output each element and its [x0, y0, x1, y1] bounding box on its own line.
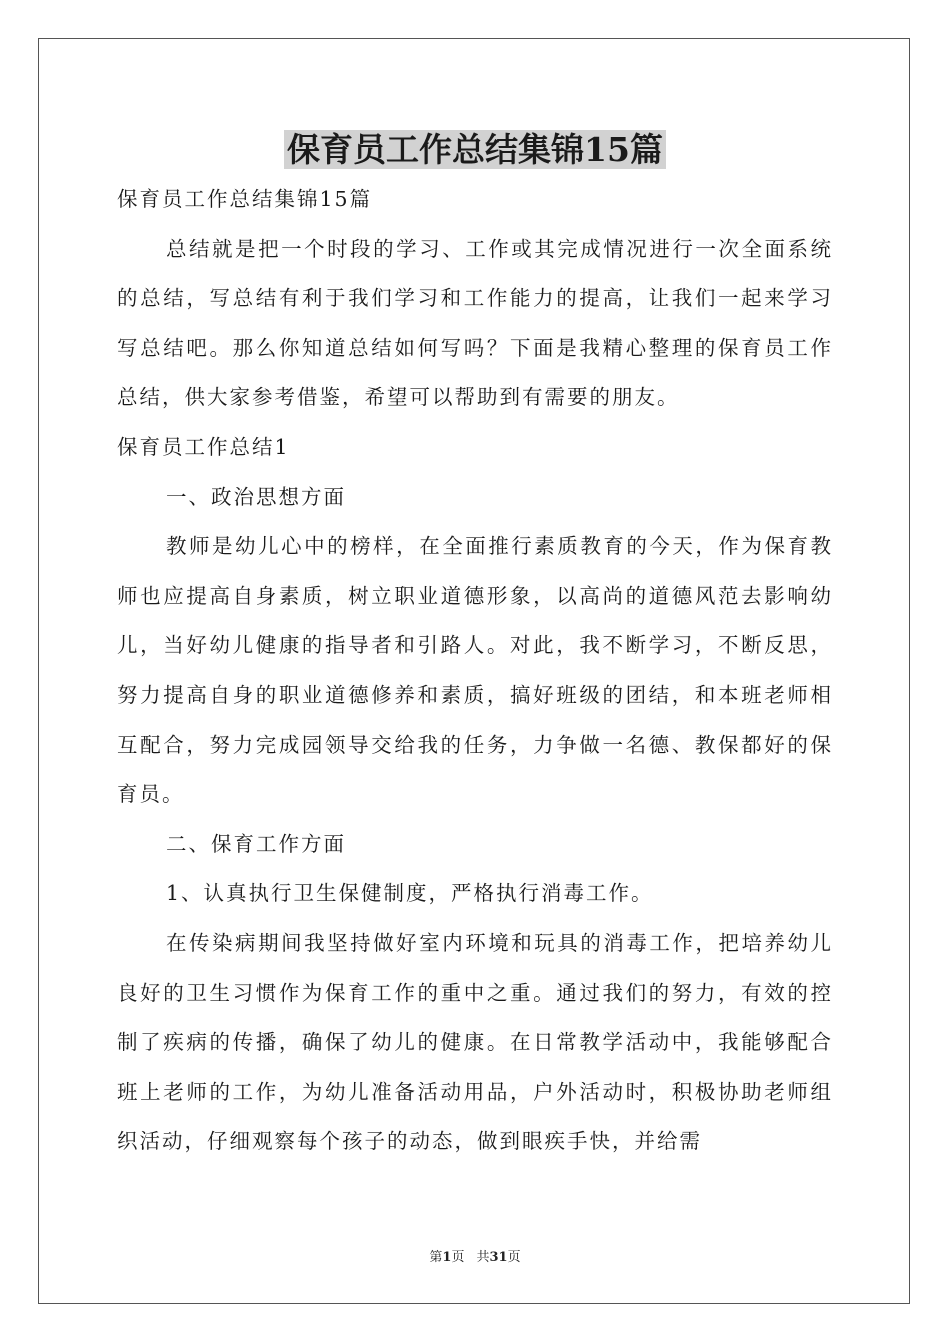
paragraph: 二、保育工作方面 [166, 831, 346, 856]
document-title-text: 保育员工作总结集锦15篇 [284, 130, 666, 169]
total-prefix: 共 [476, 1250, 490, 1265]
paragraph: 在传染病期间我坚持做好室内环境和玩具的消毒工作，把培养幼儿良好的卫生习惯作为保育工作的重中之重。通过我们的努力，有效的控制了疾病的传播，确保了幼儿的健康。在日常教学活动中，我能够配合班上老师的工作，为幼儿准备活动用品，户外活动时，积极协助老师组织活动，仔细观察每个孩子的动态，做到眼疾手快，并给需 [117, 930, 833, 1154]
paragraph: 保育员工作总结1 [117, 434, 290, 459]
page-current: 1 [442, 1250, 452, 1265]
document-title [0, 126, 950, 174]
paragraph: 一、政治思想方面 [166, 484, 346, 509]
document-body [117, 175, 833, 1167]
paragraph: 教师是幼儿心中的榜样，在全面推行素质教育的今天，作为保育教师也应提高自身素质，树立职业道德形象，以高尚的道德风范去影响幼儿，当好幼儿健康的指导者和引路人。对此，我不断学习，不断反思，努力提高自身的职业道德修养和素质，搞好班级的团结，和本班老师相互配合，努力完成园领导交给我的任务，力争做一名德、教保都好的保育员。 [117, 534, 833, 807]
total-suffix: 页 [507, 1250, 521, 1265]
paragraph: 保育员工作总结集锦15篇 [117, 187, 373, 211]
page-footer [0, 1246, 950, 1265]
page-prefix: 第 [429, 1250, 443, 1265]
page-total: 31 [489, 1250, 508, 1265]
page-suffix: 页 [451, 1250, 465, 1265]
paragraph: 总结就是把一个时段的学习、工作或其完成情况进行一次全面系统的总结，写总结有利于我们学习和工作能力的提高，让我们一起来学习写总结吧。那么你知道总结如何写吗？下面是我精心整理的保育员工作总结，供大家参考借鉴，希望可以帮助到有需要的朋友。 [117, 236, 833, 410]
paragraph: 1、认真执行卫生保健制度，严格执行消毒工作。 [166, 881, 654, 906]
